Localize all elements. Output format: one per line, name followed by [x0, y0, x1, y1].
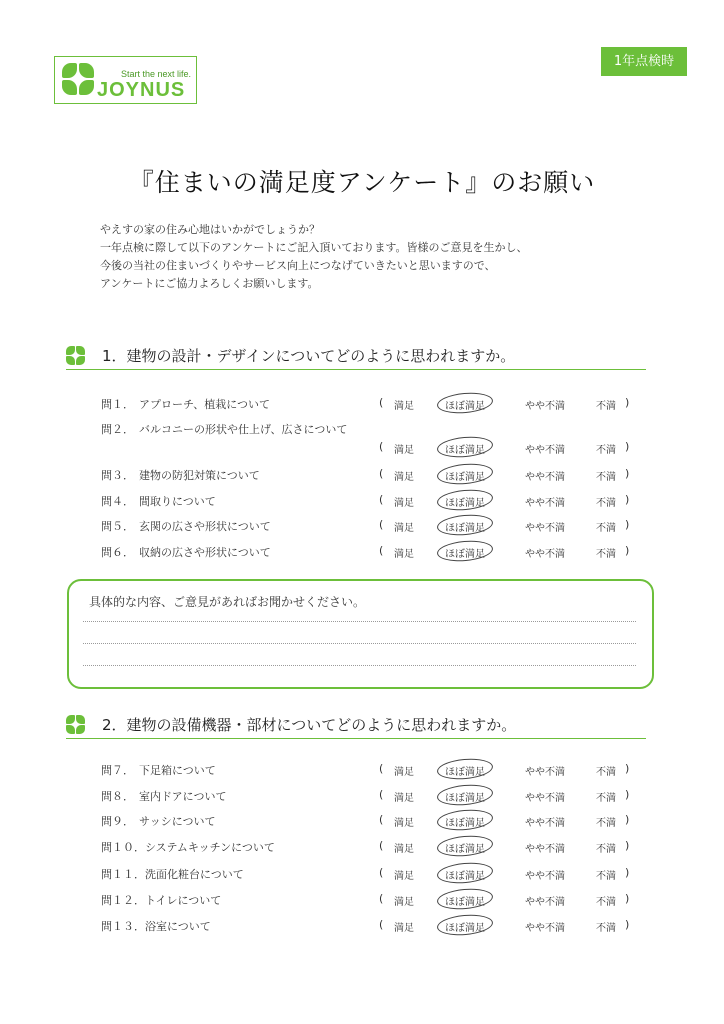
question-number: 問７． — [101, 764, 134, 777]
question-text: 収納の広さや形状について — [139, 546, 271, 559]
rating-option[interactable]: 不満 — [596, 818, 616, 829]
question-text: 玄関の広さや形状について — [139, 520, 271, 533]
rating-option[interactable]: 満足 — [394, 549, 414, 560]
question-number: 問２． — [101, 423, 134, 436]
rating-option[interactable]: やや不満 — [525, 793, 565, 804]
question-number: 問４． — [101, 495, 134, 508]
rating-option[interactable]: やや不満 — [525, 767, 565, 778]
rating-option[interactable]: やや不満 — [525, 844, 565, 855]
rating-option[interactable]: ほぼ満足 — [445, 897, 485, 908]
rating-option[interactable]: ほぼ満足 — [445, 923, 485, 934]
paren-close: ) — [625, 544, 630, 557]
paren-open: ( — [379, 839, 384, 852]
question-label — [101, 467, 260, 483]
question-label — [101, 493, 216, 509]
question-text: バルコニーの形状や仕上げ、広さについて — [139, 423, 348, 436]
rating-option[interactable]: 不満 — [596, 498, 616, 509]
rating-option[interactable]: 満足 — [394, 793, 414, 804]
clover-leaf-icon — [62, 63, 77, 78]
rating-option[interactable]: ほぼ満足 — [445, 498, 485, 509]
rating-option[interactable]: 満足 — [394, 498, 414, 509]
question-label — [101, 396, 270, 412]
comment-prompt: 具体的な内容、ご意見があればお聞かせください。 — [89, 595, 366, 609]
paren-close: ) — [625, 762, 630, 775]
rating-option[interactable]: 不満 — [596, 897, 616, 908]
question-label — [101, 421, 347, 437]
intro-line: やえすの家の住み心地はいかがでしょうか？ — [100, 223, 320, 236]
question-label — [101, 892, 221, 908]
rating-option[interactable]: 不満 — [596, 767, 616, 778]
section2-title: 2．建物の設備機器・部材についてどのように思われますか。 — [102, 716, 517, 734]
question-number: 問９． — [101, 815, 134, 828]
rating-option[interactable]: 不満 — [596, 445, 616, 456]
rating-option[interactable]: ほぼ満足 — [445, 472, 485, 483]
intro-line: 一年点検に際して以下のアンケートにご記入頂いております。皆様のご意見を生かし、 — [100, 241, 528, 254]
rating-option[interactable]: 不満 — [596, 923, 616, 934]
paren-open: ( — [379, 918, 384, 931]
rating-option[interactable]: 不満 — [596, 472, 616, 483]
question-label — [101, 866, 244, 882]
paren-open: ( — [379, 440, 384, 453]
paren-open: ( — [379, 788, 384, 801]
rating-option[interactable]: やや不満 — [525, 549, 565, 560]
logo-tagline: Start the next life. — [121, 69, 192, 79]
paren-open: ( — [379, 762, 384, 775]
clover-leaf-icon — [79, 63, 94, 78]
paren-close: ) — [625, 866, 630, 879]
section1-title: 1．建物の設計・デザインについてどのように思われますか。 — [102, 347, 516, 365]
paren-open: ( — [379, 493, 384, 506]
question-text: アプローチ、植栽について — [139, 398, 271, 411]
paren-open: ( — [379, 813, 384, 826]
rating-option[interactable]: 満足 — [394, 818, 414, 829]
rating-option[interactable]: ほぼ満足 — [445, 767, 485, 778]
question-text: 下足箱について — [139, 764, 216, 777]
rating-option[interactable]: 満足 — [394, 523, 414, 534]
paren-close: ) — [625, 839, 630, 852]
rating-option[interactable]: 不満 — [596, 871, 616, 882]
clover-leaf-icon — [79, 80, 94, 95]
rating-option[interactable]: やや不満 — [525, 498, 565, 509]
question-number: 問１０． — [101, 841, 145, 854]
page-title: 『住まいの満足度アンケート』のお願い — [128, 168, 596, 197]
question-number: 問５． — [101, 520, 134, 533]
paren-open: ( — [379, 396, 384, 409]
rating-option[interactable]: 満足 — [394, 844, 414, 855]
paren-open: ( — [379, 892, 384, 905]
question-text: システムキッチンについて — [145, 841, 275, 854]
comment-line[interactable] — [83, 621, 636, 622]
rating-option[interactable]: ほぼ満足 — [445, 445, 485, 456]
inspection-badge: 1年点検時 — [601, 47, 687, 76]
rating-option[interactable]: やや不満 — [525, 923, 565, 934]
rating-option[interactable]: 満足 — [394, 871, 414, 882]
comment-line[interactable] — [83, 665, 636, 666]
question-text: 浴室について — [145, 920, 211, 933]
question-text: トイレについて — [145, 894, 222, 907]
rating-option[interactable]: 不満 — [596, 844, 616, 855]
question-number: 問１３． — [101, 920, 145, 933]
rating-option[interactable]: ほぼ満足 — [445, 818, 485, 829]
rating-option[interactable]: 満足 — [394, 472, 414, 483]
question-label — [101, 813, 216, 829]
question-label — [101, 918, 211, 934]
rating-option[interactable]: やや不満 — [525, 445, 565, 456]
rating-option[interactable]: やや不満 — [525, 818, 565, 829]
intro-line: アンケートにご協力よろしくお願いします。 — [100, 277, 319, 290]
rating-option[interactable]: 満足 — [394, 897, 414, 908]
paren-close: ) — [625, 396, 630, 409]
company-logo — [54, 56, 197, 104]
paren-close: ) — [625, 892, 630, 905]
question-text: 室内ドアについて — [139, 790, 227, 803]
paren-close: ) — [625, 813, 630, 826]
paren-open: ( — [379, 866, 384, 879]
rating-option[interactable]: 不満 — [596, 793, 616, 804]
intro-text — [100, 221, 527, 293]
clover-icon — [66, 715, 86, 735]
question-label — [101, 788, 226, 804]
rating-option[interactable]: 満足 — [394, 445, 414, 456]
paren-open: ( — [379, 518, 384, 531]
question-number: 問１１． — [101, 868, 145, 881]
rating-option[interactable]: 満足 — [394, 767, 414, 778]
rating-option[interactable]: 満足 — [394, 401, 414, 412]
rating-option[interactable]: やや不満 — [525, 523, 565, 534]
paren-close: ) — [625, 788, 630, 801]
clover-icon — [66, 346, 86, 366]
rating-option[interactable]: やや不満 — [525, 871, 565, 882]
question-text: 洗面化粧台について — [145, 868, 244, 881]
rating-option[interactable]: 満足 — [394, 923, 414, 934]
paren-close: ) — [625, 518, 630, 531]
paren-close: ) — [625, 467, 630, 480]
rating-option[interactable]: 不満 — [596, 523, 616, 534]
rating-option[interactable]: 不満 — [596, 401, 616, 412]
rating-option[interactable]: ほぼ満足 — [445, 871, 485, 882]
intro-line: 今後の当社の住まいづくりやサービス向上につなげていきたいと思いますので、 — [100, 259, 496, 272]
rating-option[interactable]: ほぼ満足 — [445, 844, 485, 855]
paren-close: ) — [625, 440, 630, 453]
section2-header — [66, 712, 646, 739]
question-text: 建物の防犯対策について — [139, 469, 260, 482]
paren-close: ) — [625, 918, 630, 931]
paren-open: ( — [379, 467, 384, 480]
paren-close: ) — [625, 493, 630, 506]
question-number: 問３． — [101, 469, 134, 482]
rating-option[interactable]: やや不満 — [525, 472, 565, 483]
logo-name: JOYNUS — [97, 79, 186, 101]
question-label — [101, 762, 216, 778]
rating-option[interactable]: ほぼ満足 — [445, 523, 485, 534]
clover-leaf-icon — [62, 80, 77, 95]
question-label — [101, 518, 271, 534]
paren-open: ( — [379, 544, 384, 557]
question-number: 問８． — [101, 790, 134, 803]
rating-option[interactable]: ほぼ満足 — [445, 401, 485, 412]
question-number: 問１． — [101, 398, 134, 411]
comment-box[interactable] — [67, 579, 654, 689]
comment-line[interactable] — [83, 643, 636, 644]
section1-header — [66, 343, 646, 370]
question-text: 間取りについて — [139, 495, 216, 508]
rating-option[interactable]: ほぼ満足 — [445, 549, 485, 560]
rating-option[interactable]: やや不満 — [525, 897, 565, 908]
question-number: 問１２． — [101, 894, 145, 907]
question-number: 問６． — [101, 546, 134, 559]
question-label — [101, 544, 271, 560]
rating-option[interactable]: やや不満 — [525, 401, 565, 412]
question-text: サッシについて — [139, 815, 216, 828]
rating-option[interactable]: ほぼ満足 — [445, 793, 485, 804]
rating-option[interactable]: 不満 — [596, 549, 616, 560]
question-label — [101, 839, 275, 855]
